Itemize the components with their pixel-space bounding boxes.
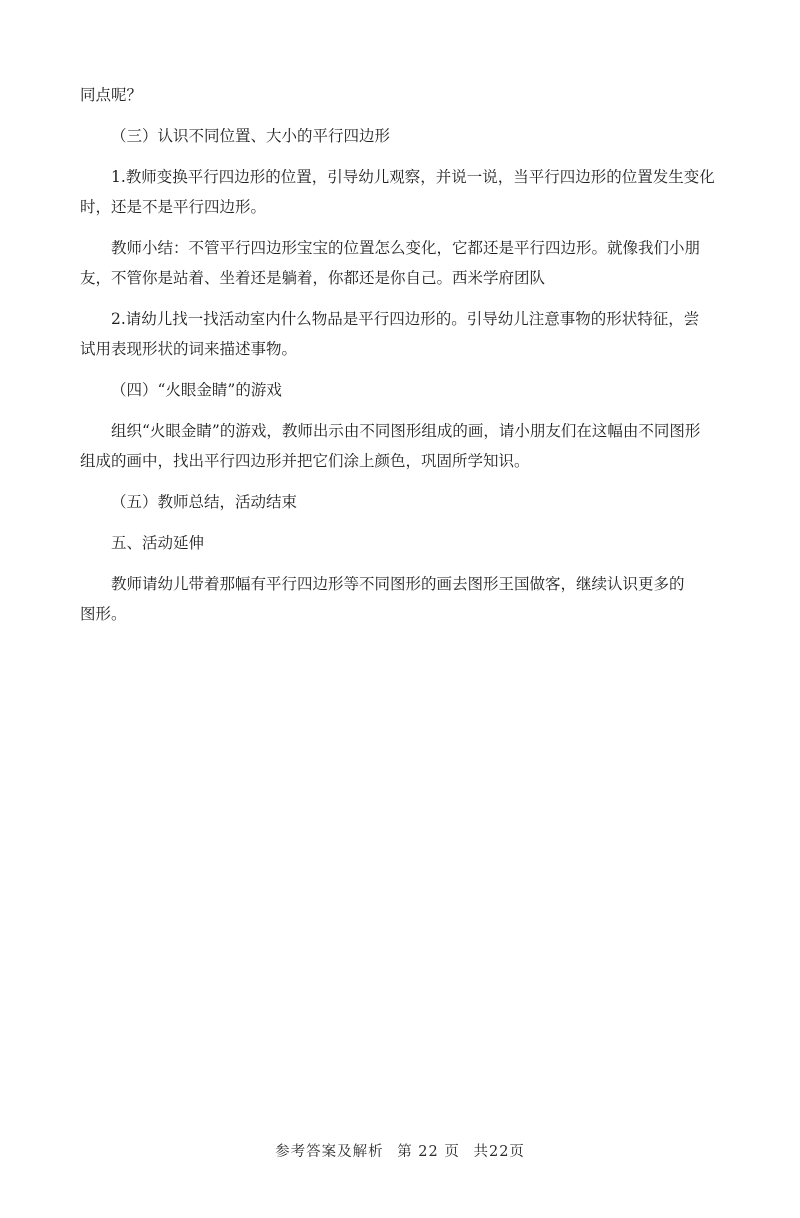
page-footer	[0, 1140, 800, 1161]
paragraph-line: 教师请幼儿带着那幅有平行四边形等不同图形的画去图形王国做客，继续认识更多的	[111, 575, 685, 593]
section-heading: （四）“火眼金睛”的游戏	[111, 381, 282, 399]
document-body	[80, 80, 740, 629]
paragraph-line: 组织“火眼金睛”的游戏，教师出示由不同图形组成的画，请小朋友们在这幅由不同图形	[111, 422, 701, 440]
section-heading: 五、活动延伸	[111, 534, 205, 552]
footer-title: 参考答案及解析	[275, 1144, 384, 1160]
paragraph-line: 教师小结：不管平行四边形宝宝的位置怎么变化，它都还是平行四边形。就像我们小朋	[111, 239, 701, 257]
paragraph-line: 同点呢？	[80, 86, 143, 104]
section-heading: （三）认识不同位置、大小的平行四边形	[111, 127, 391, 145]
footer-page-total: 共22页	[473, 1144, 525, 1160]
section-heading: （五）教师总结，活动结束	[111, 493, 298, 511]
paragraph-line: 2.请幼儿找一找活动室内什么物品是平行四边形的。引导幼儿注意事物的形状特征，尝	[111, 310, 700, 328]
footer-page-number: 第 22 页	[397, 1144, 460, 1160]
paragraph-line: 试用表现形状的词来描述事物。	[80, 340, 298, 358]
paragraph-line: 组成的画中，找出平行四边形并把它们涂上颜色，巩固所学知识。	[80, 452, 530, 470]
paragraph-line: 图形。	[80, 605, 127, 623]
paragraph-line: 时，还是不是平行四边形。	[80, 198, 267, 216]
paragraph-line: 1.教师变换平行四边形的位置，引导幼儿观察，并说一说，当平行四边形的位置发生变化	[111, 168, 715, 186]
paragraph-line: 友，不管你是站着、坐着还是躺着，你都还是你自己。西米学府团队	[80, 269, 546, 287]
